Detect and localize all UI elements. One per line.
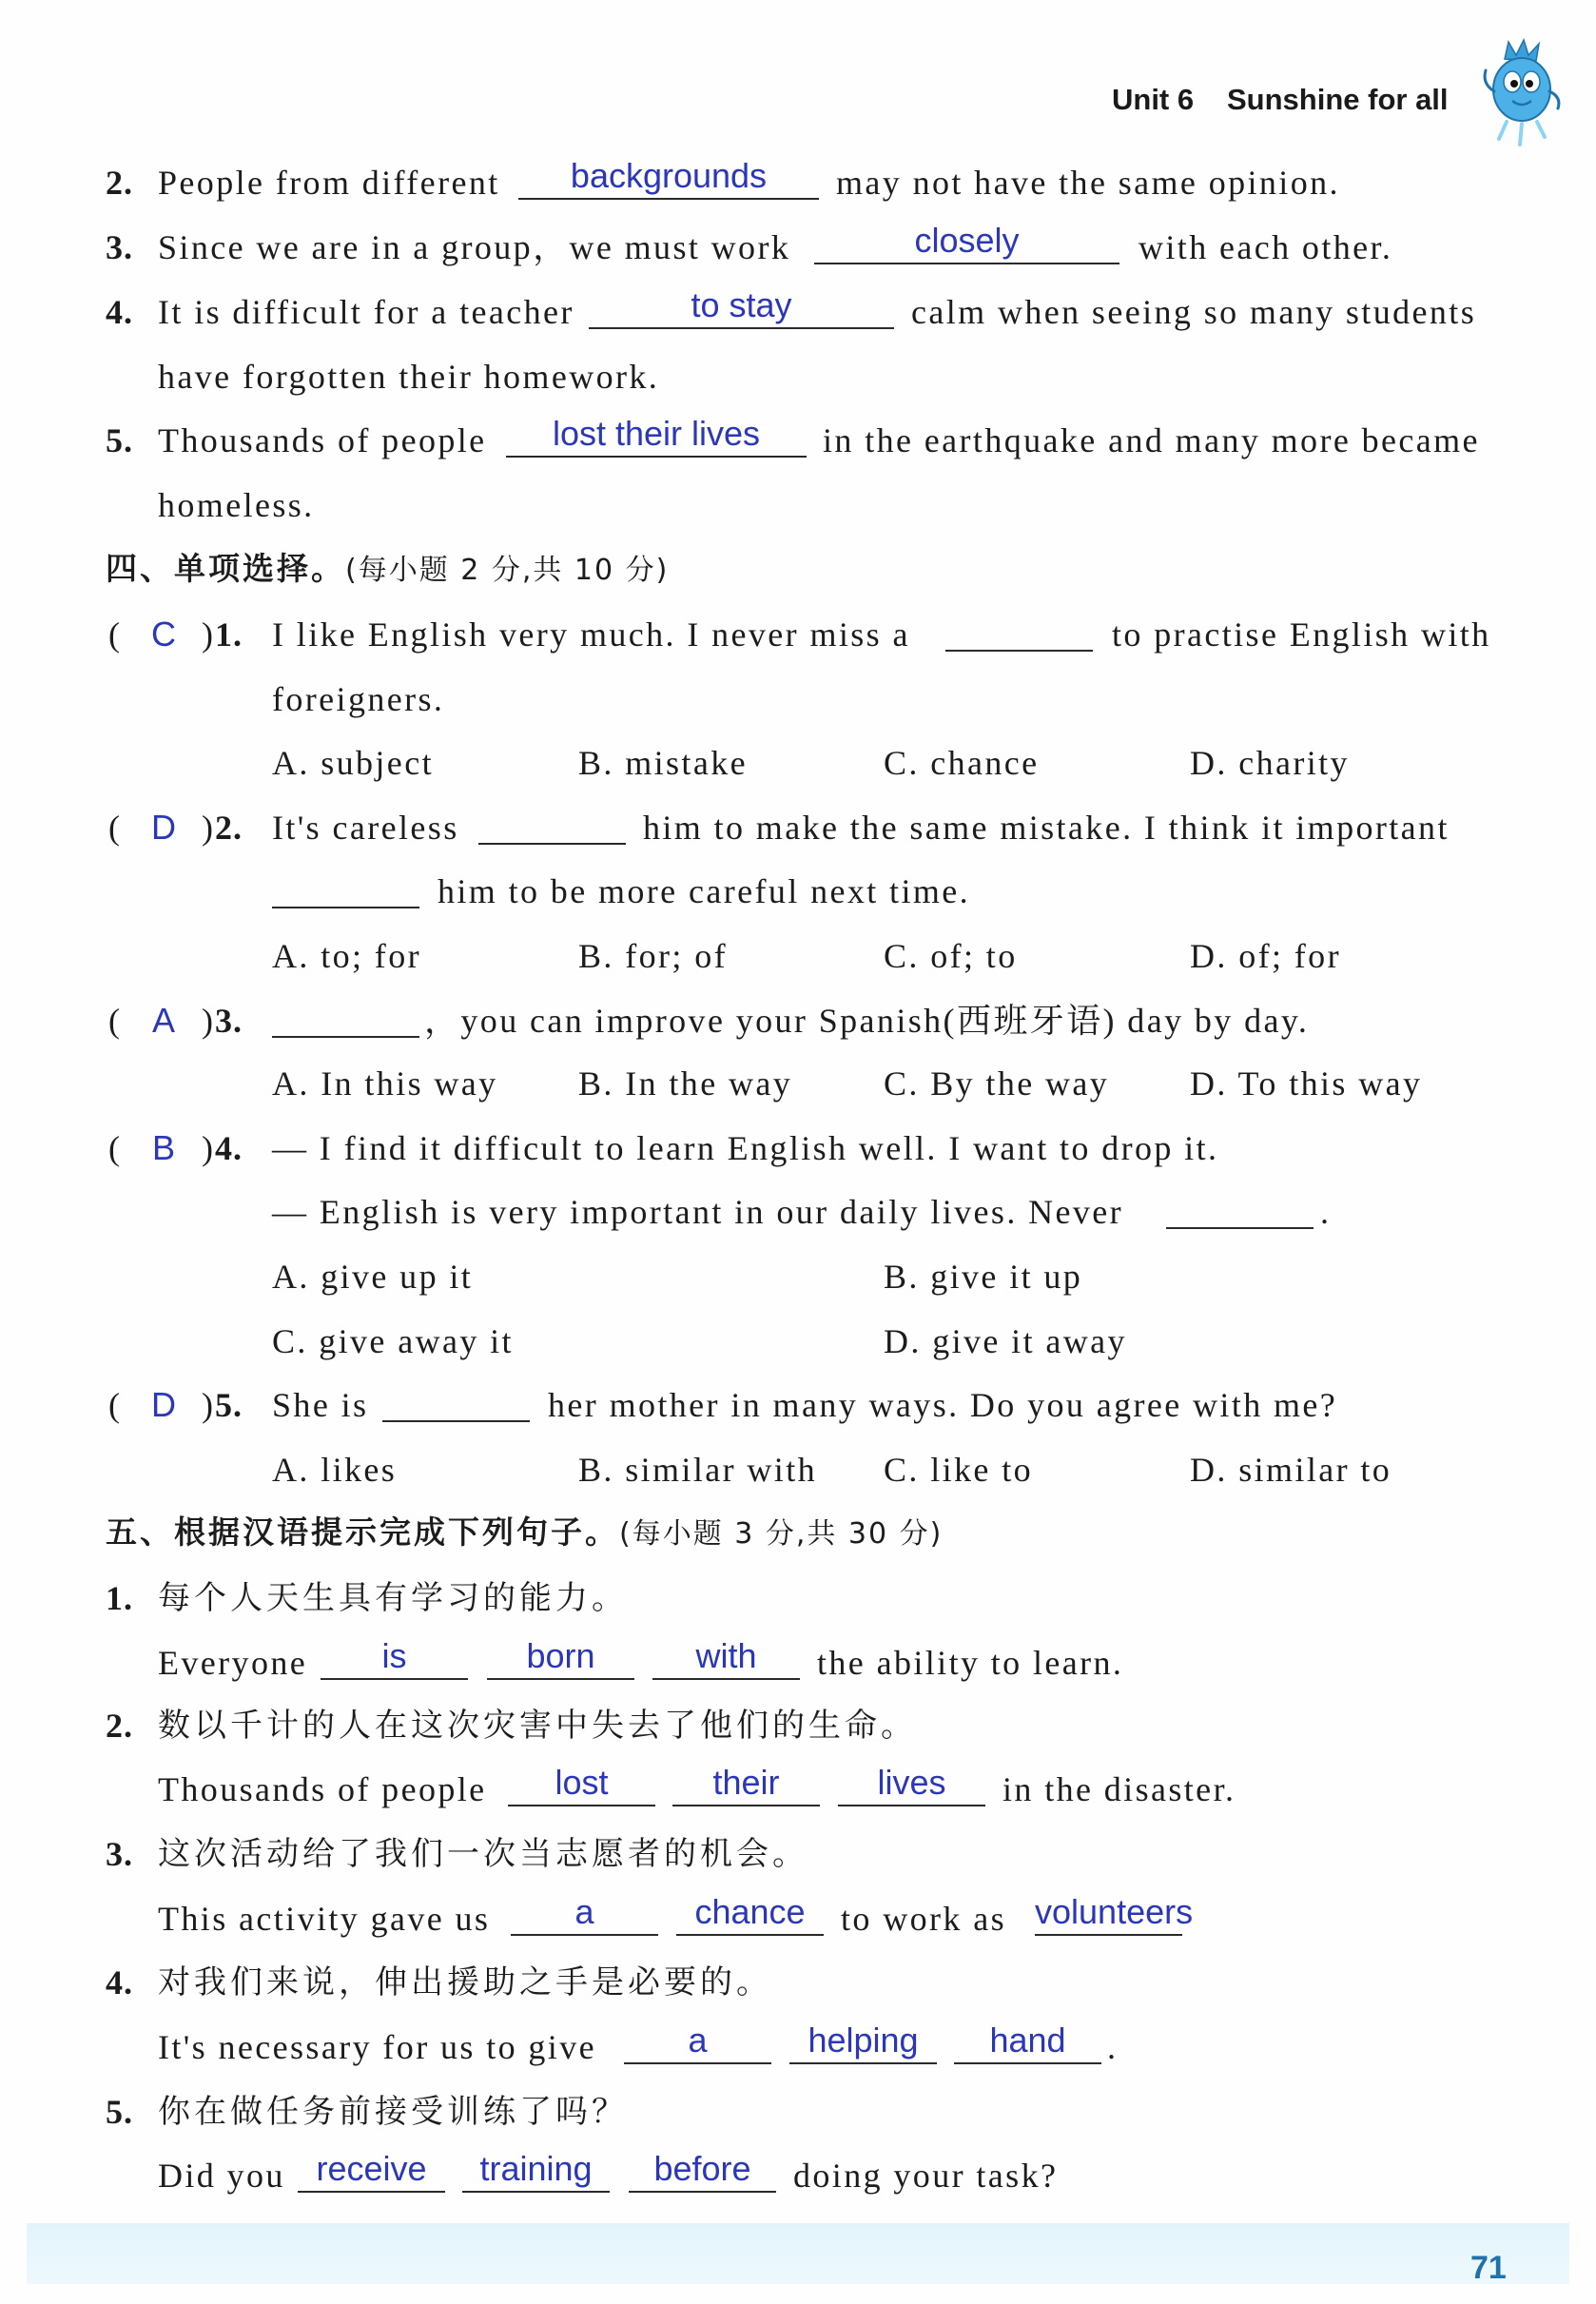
answer-blank	[838, 1763, 985, 1806]
answer-blank	[676, 1892, 824, 1936]
answer-blank	[589, 285, 894, 329]
answer-paren-close: )	[202, 1129, 216, 1167]
sentence-text: This activity gave us	[158, 1900, 491, 1938]
question-text: It's careless	[272, 809, 459, 847]
answer-blank	[518, 156, 819, 200]
sentence-text: have forgotten their homework.	[158, 358, 660, 396]
item-number: 4.	[106, 293, 133, 331]
item-number: 1.	[106, 1579, 133, 1617]
answer-blank	[789, 2021, 937, 2064]
sentence-text: .	[1107, 2028, 1119, 2066]
handwritten-answer: receive	[316, 2149, 427, 2188]
chinese-prompt: 数以千计的人在这次灾害中失去了他们的生命。	[158, 1707, 917, 1745]
sentence-text: in the disaster.	[1002, 1770, 1236, 1808]
question-text: to practise English with	[1112, 615, 1491, 654]
question-text: him to be more careful next time.	[438, 872, 971, 910]
handwritten-answer: lost	[555, 1763, 609, 1802]
option-a: A. subject	[272, 744, 434, 782]
item-number: 5.	[106, 2093, 133, 2131]
sentence-text: Did you	[158, 2157, 285, 2195]
option-b: B. mistake	[578, 744, 748, 782]
sentence-text: may not have the same opinion.	[836, 164, 1340, 202]
question-text: She is	[272, 1386, 369, 1424]
answer-blank	[298, 2149, 445, 2193]
handwritten-answer: training	[479, 2149, 593, 2188]
footer-band	[27, 2223, 1569, 2284]
answer-blank	[1035, 1892, 1194, 1936]
item-number: 5.	[106, 421, 133, 459]
option-d: D. similar to	[1190, 1451, 1392, 1489]
option-c: C. of; to	[884, 937, 1018, 975]
sentence-text: Since we are in a group，we must work	[158, 228, 791, 266]
section-title: 四、单项选择。	[106, 550, 345, 587]
item-number: 2.	[106, 1707, 133, 1745]
item-number: 3.	[106, 228, 133, 266]
question-text: her mother in many ways. Do you agree with me?	[548, 1386, 1338, 1424]
option-b: B. give it up	[884, 1258, 1083, 1296]
section-heading	[106, 1515, 943, 1555]
section-heading	[106, 552, 669, 592]
question-blank	[272, 865, 419, 908]
handwritten-answer: to stay	[691, 285, 792, 324]
section-score-note: (每小题 2 分,共 10 分)	[345, 554, 670, 587]
question-blank	[272, 994, 419, 1038]
answer-blank	[487, 1636, 634, 1680]
unit-label: Unit 6	[1112, 83, 1195, 116]
option-b: B. similar with	[578, 1451, 817, 1489]
option-d: D. of; for	[1190, 937, 1341, 975]
dialogue-line: — English is very important in our daily lives. Never	[272, 1193, 1124, 1231]
handwritten-answer: volunteers	[1035, 1892, 1194, 1931]
question-number: 1.	[215, 615, 243, 654]
sentence-text: homeless.	[158, 486, 315, 524]
answer-blank	[321, 1636, 468, 1680]
question-blank	[478, 801, 626, 845]
question-text: foreigners.	[272, 680, 445, 718]
answer-blank	[462, 2149, 610, 2193]
handwritten-answer: is	[381, 1636, 407, 1675]
handwritten-answer: closely	[914, 221, 1020, 260]
answer-blank	[624, 2021, 771, 2064]
page-number: 71	[1470, 2250, 1507, 2286]
answer-blank	[629, 2149, 776, 2193]
answer-paren-open: (	[108, 1129, 123, 1167]
unit-title: Sunshine for all	[1227, 83, 1449, 116]
handwritten-answer: hand	[989, 2021, 1066, 2060]
option-a: A. In this way	[272, 1064, 498, 1103]
handwritten-answer: born	[526, 1636, 595, 1675]
handwritten-answer: lives	[877, 1763, 946, 1802]
sentence-text: with each other.	[1139, 228, 1393, 266]
handwritten-answer: before	[653, 2149, 751, 2188]
handwritten-answer: lost their lives	[552, 414, 761, 453]
sentence-text: Thousands of people	[158, 421, 487, 459]
answer-paren-close: )	[202, 1002, 216, 1040]
question-number: 3.	[215, 1002, 243, 1040]
question-number: 5.	[215, 1386, 243, 1424]
option-c: C. By the way	[884, 1064, 1110, 1103]
handwritten-answer: with	[695, 1636, 757, 1675]
answer-paren-open: (	[108, 1386, 123, 1424]
question-number: 2.	[215, 809, 243, 847]
chinese-prompt: 这次活动给了我们一次当志愿者的机会。	[158, 1835, 808, 1873]
option-b: B. for; of	[578, 937, 728, 975]
handwritten-answer: a	[688, 2021, 708, 2060]
answer-blank	[954, 2021, 1101, 2064]
question-text: him to make the same mistake. I think it important	[643, 809, 1450, 847]
section-score-note: (每小题 3 分,共 30 分)	[619, 1517, 944, 1551]
dialogue-line: — I find it difficult to learn English well. I want to drop it.	[272, 1129, 1219, 1167]
item-number: 4.	[106, 1963, 133, 2001]
option-a: A. to; for	[272, 937, 421, 975]
answer-blank	[814, 221, 1119, 264]
question-blank	[945, 608, 1093, 652]
option-d: D. charity	[1190, 744, 1350, 782]
sentence-text: It is difficult for a teacher	[158, 293, 574, 331]
sentence-text: calm when seeing so many students	[911, 293, 1477, 331]
handwritten-choice: B	[151, 1128, 175, 1167]
answer-blank	[506, 414, 807, 458]
handwritten-choice: C	[151, 615, 176, 654]
handwritten-answer: helping	[808, 2021, 919, 2060]
question-text: .	[1320, 1193, 1332, 1231]
option-c: C. give away it	[272, 1322, 514, 1360]
answer-blank	[672, 1763, 820, 1806]
handwritten-answer: chance	[694, 1892, 806, 1931]
answer-paren-open: (	[108, 615, 123, 654]
answer-paren-close: )	[202, 1386, 216, 1424]
handwritten-choice: D	[151, 808, 176, 847]
option-c: C. chance	[884, 744, 1040, 782]
sentence-text: in the earthquake and many more became	[823, 421, 1480, 459]
option-b: B. In the way	[578, 1064, 793, 1103]
sentence-text: People from different	[158, 164, 500, 202]
chinese-prompt: 每个人天生具有学习的能力。	[158, 1579, 628, 1617]
answer-blank	[511, 1892, 658, 1936]
option-a: A. give up it	[272, 1258, 474, 1296]
question-text: I like English very much. I never miss a	[272, 615, 910, 654]
question-blank	[382, 1378, 530, 1422]
handwritten-choice: D	[151, 1385, 176, 1424]
sentence-text: to work as	[841, 1900, 1006, 1938]
chinese-prompt: 你在做任务前接受训练了吗？	[158, 2093, 628, 2131]
sentence-text: It's necessary for us to give	[158, 2028, 596, 2066]
handwritten-choice: A	[151, 1001, 175, 1040]
sentence-text: Thousands of people	[158, 1770, 487, 1808]
handwritten-answer: their	[712, 1763, 780, 1802]
handwritten-answer: backgrounds	[570, 156, 768, 195]
section-title: 五、根据汉语提示完成下列句子。	[106, 1513, 619, 1551]
sentence-text: Everyone	[158, 1644, 308, 1682]
answer-paren-open: (	[108, 809, 123, 847]
question-blank	[1166, 1185, 1314, 1229]
answer-paren-open: (	[108, 1002, 123, 1040]
handwritten-answer: a	[574, 1892, 594, 1931]
option-c: C. like to	[884, 1451, 1033, 1489]
option-d: D. To this way	[1190, 1064, 1423, 1103]
answer-blank	[508, 1763, 655, 1806]
chinese-prompt: 对我们来说，伸出援助之手是必要的。	[158, 1963, 772, 2001]
question-number: 4.	[215, 1129, 243, 1167]
mascot-icon	[1476, 38, 1567, 148]
option-d: D. give it away	[884, 1322, 1127, 1360]
answer-paren-close: )	[202, 809, 216, 847]
item-number: 3.	[106, 1835, 133, 1873]
question-text: ，you can improve your Spanish(西班牙语) day by day.	[424, 1002, 1310, 1040]
answer-paren-close: )	[202, 615, 216, 654]
option-a: A. likes	[272, 1451, 398, 1489]
sentence-text: the ability to learn.	[817, 1644, 1124, 1682]
answer-blank	[652, 1636, 800, 1680]
item-number: 2.	[106, 164, 133, 202]
sentence-text: doing your task?	[793, 2157, 1059, 2195]
